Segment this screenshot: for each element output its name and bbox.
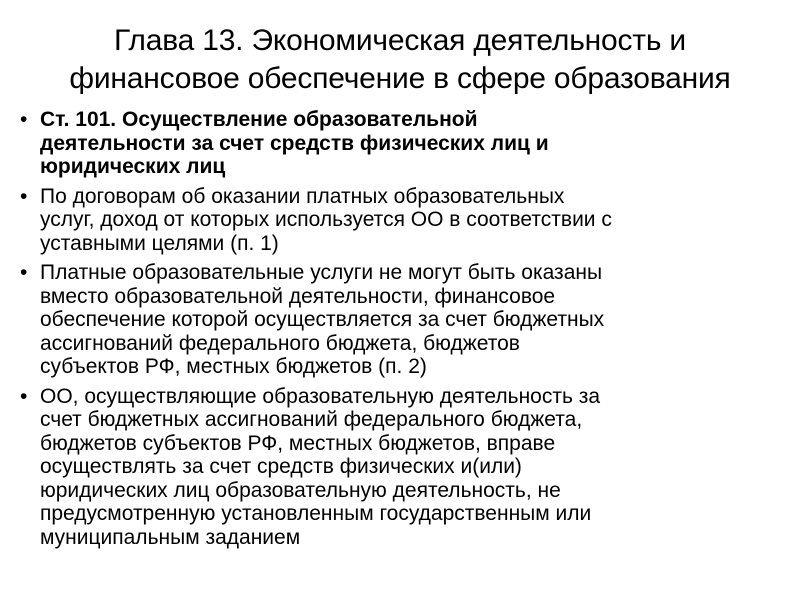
bullet-line: юридических лиц [40,155,226,178]
bullet-line: осуществлять за счет средств физических и(или) [40,455,522,478]
bullet-line: муниципальным заданием [40,525,301,549]
bullet-item-budget-organizations [20,385,780,550]
bullet-line: бюджетов субъектов РФ, местных бюджетов, вправе [40,431,556,455]
bullet-icon: • [20,384,28,408]
bullet-line: предусмотренную установленным государственным или [40,502,592,525]
bullet-line: По договорам об оказании платных образовательных [40,184,565,208]
bullet-line: обеспечение которой осуществляется за счет бюджетных [40,308,605,331]
bullet-item-paid-services-restriction [20,261,780,379]
bullet-line: уставными целями (п. 1) [40,231,279,255]
bullet-icon: • [20,261,28,284]
bullet-line: услуг, доход от которых используется ОО в соответствии с [40,208,612,231]
bullet-icon: • [20,108,28,131]
bullet-line: юридических лиц образовательную деятельность, не [40,478,561,502]
title-line: финансовое обеспечение в сфере образования [69,62,731,95]
bullet-line: ОО, осуществляющие образовательную деятельность за [40,384,601,408]
bullet-line: деятельности за счет средств физических лиц и [40,131,549,155]
bullet-line: ассигнований федерального бюджета, бюджетов [40,331,520,355]
bullet-line: Ст. 101. Осуществление образовательной [40,108,478,131]
bullet-line: Платные образовательные услуги не могут быть оказаны [40,261,603,284]
bullet-line: вместо образовательной деятельности, финансовое [40,284,556,308]
bullet-line: субъектов РФ, местных бюджетов (п. 2) [40,355,427,378]
bullet-icon: • [20,184,28,208]
bullet-list [20,108,780,555]
bullet-item-article-101 [20,108,780,179]
bullet-line: счет бюджетных ассигнований федерального бюджета, [40,408,583,431]
slide-title [10,22,790,98]
title-line: Глава 13. Экономическая деятельность и [114,24,686,57]
bullet-item-paid-services-contracts [20,185,780,256]
